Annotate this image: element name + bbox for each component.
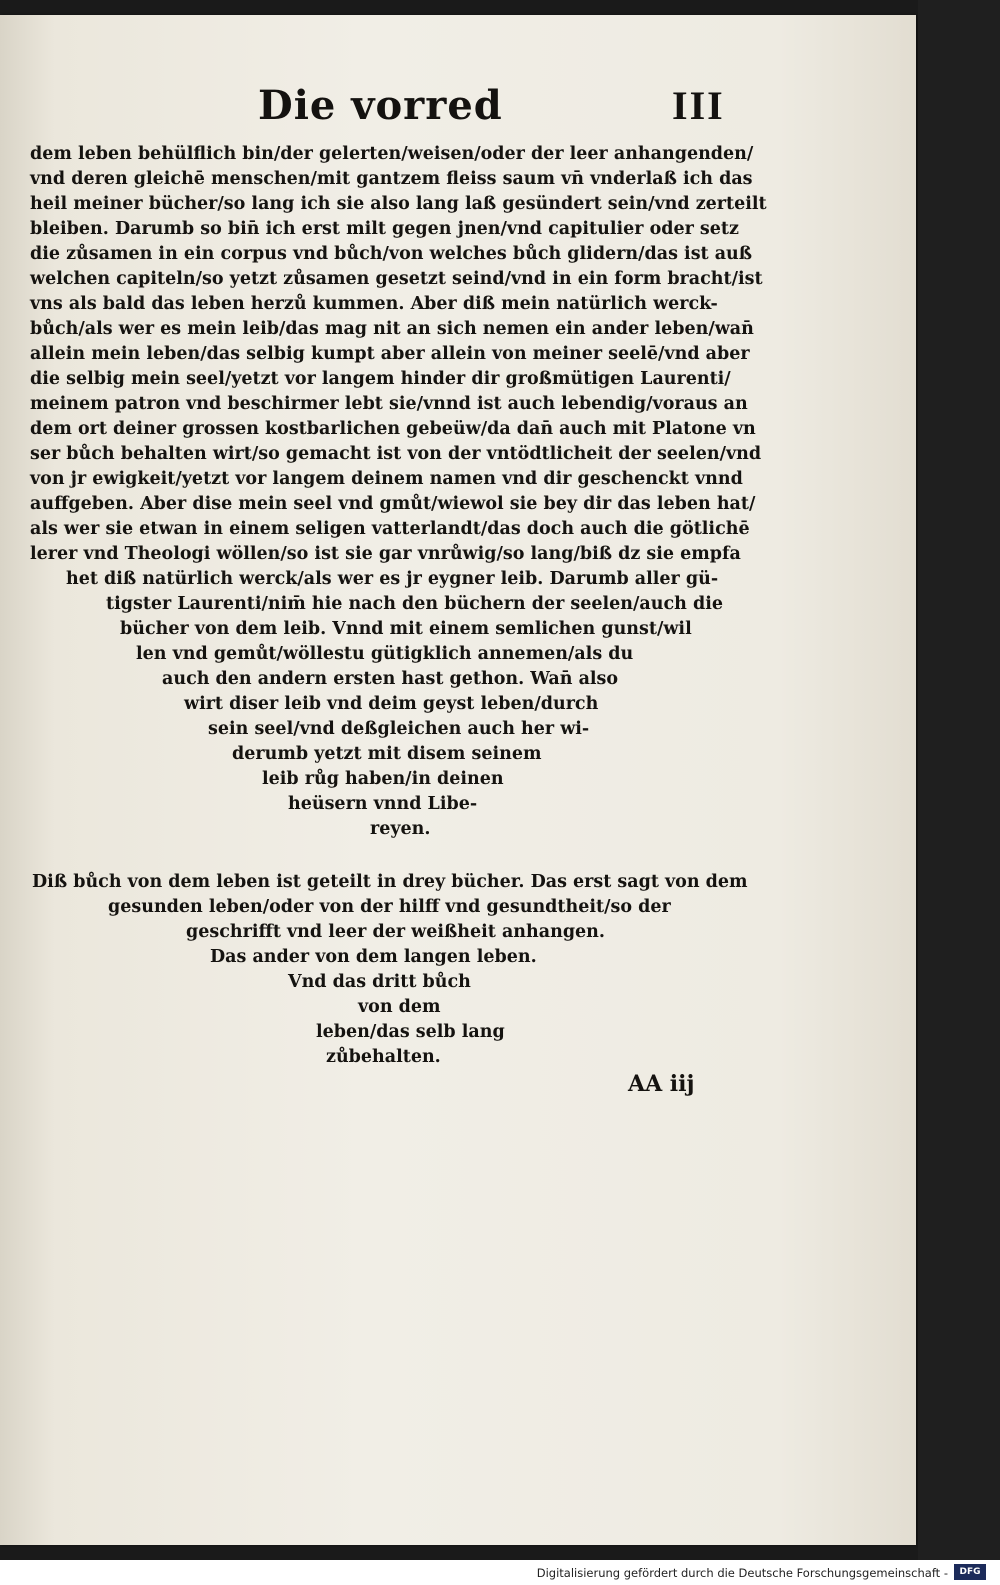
text-line: bücher von dem leib. Vnnd mit einem semlichen gunst/wil [120, 619, 692, 639]
page-number: III [672, 83, 725, 128]
text-line: die selbig mein seel/yetzt vor langem hinder dir großmütigen Laurenti/ [30, 369, 731, 389]
text-line: heüsern vnnd Libe- [288, 794, 478, 814]
text-line: lerer vnd Theologi wöllen/so ist sie gar vnrůwig/so lang/biß dz sie empfa [30, 544, 741, 564]
text-line: ser bůch behalten wirt/so gemacht ist von der vntödtlicheit der seelen/vnd [30, 444, 762, 464]
funding-credit: Digitalisierung gefördert durch die Deutsche Forschungsgemeinschaft - [536, 1566, 948, 1580]
text-line: leben/das selb lang [316, 1022, 505, 1042]
text-line: bleiben. Darumb so bin̄ ich erst milt gegen jnen/vnd capitulier oder setz [30, 219, 739, 239]
text-line: die zůsamen in ein corpus vnd bůch/von welches bůch glidern/das ist auß [30, 244, 753, 264]
text-line: sein seel/vnd deßgleichen auch her wi- [208, 719, 590, 739]
text-line: Vnd das dritt bůch [288, 972, 471, 992]
text-line: derumb yetzt mit disem seinem [232, 744, 542, 764]
text-line: dem leben behülflich bin/der gelerten/weisen/oder der leer anhangenden/ [30, 144, 754, 164]
text-line: tigster Laurenti/nim̄ hie nach den büchern der seelen/auch die [106, 594, 723, 614]
text-line: Diß bůch von dem leben ist geteilt in drey bücher. Das erst sagt von dem [32, 872, 748, 892]
text-line: als wer sie etwan in einem seligen vatterlandt/das doch auch die götlichē [30, 519, 750, 539]
text-line: geschrifft vnd leer der weißheit anhangen. [186, 922, 606, 942]
text-line: leib růg haben/in deinen [262, 769, 504, 789]
text-line: dem ort deiner grossen kostbarlichen gebeüw/da dan̄ auch mit Platone vn [30, 419, 756, 439]
text-line: len vnd gemůt/wöllestu gütigklich annemen/als du [136, 644, 634, 664]
text-line: wirt diser leib vnd deim geyst leben/durch [184, 694, 599, 714]
text-line: Das ander von dem langen leben. [210, 947, 537, 967]
text-line: auch den andern ersten hast gethon. Wan̄ also [162, 669, 619, 689]
text-line: von jr ewigkeit/yetzt vor langem deinem namen vnd dir geschenckt vnnd [30, 469, 743, 489]
page-title: Die vorred [258, 82, 503, 129]
signature-mark: AA iij [628, 1071, 695, 1097]
text-line: reyen. [370, 819, 431, 839]
text-line: heil meiner bücher/so lang ich sie also lang laß gesündert sein/vnd zerteilt [30, 194, 767, 214]
text-line: allein mein leben/das selbig kumpt aber allein von meiner seelē/vnd aber [30, 344, 750, 364]
text-line: gesunden leben/oder von der hilff vnd gesundtheit/so der [108, 897, 671, 917]
text-line: zůbehalten. [326, 1047, 441, 1067]
dfg-logo-icon: DFG [954, 1564, 986, 1580]
text-line: bůch/als wer es mein leib/das mag nit an sich nemen ein ander leben/wan̄ [30, 319, 754, 339]
text-line: vnd deren gleichē menschen/mit gantzem fleiss saum vn̄ vnderlaß ich das [30, 169, 753, 189]
scan-background [918, 0, 1000, 1560]
text-line: auffgeben. Aber dise mein seel vnd gmůt/wiewol sie bey dir das leben hat/ [30, 494, 756, 514]
text-line: het diß natürlich werck/als wer es jr eygner leib. Darumb aller gü- [66, 569, 719, 589]
text-line: welchen capiteln/so yetzt zůsamen gesetzt seind/vnd in ein form bracht/ist [30, 269, 763, 289]
text-line: meinem patron vnd beschirmer lebt sie/vnnd ist auch lebendig/voraus an [30, 394, 748, 414]
text-line: von dem [358, 997, 441, 1017]
text-line: vns als bald das leben herzů kummen. Aber diß mein natürlich werck- [30, 294, 718, 314]
